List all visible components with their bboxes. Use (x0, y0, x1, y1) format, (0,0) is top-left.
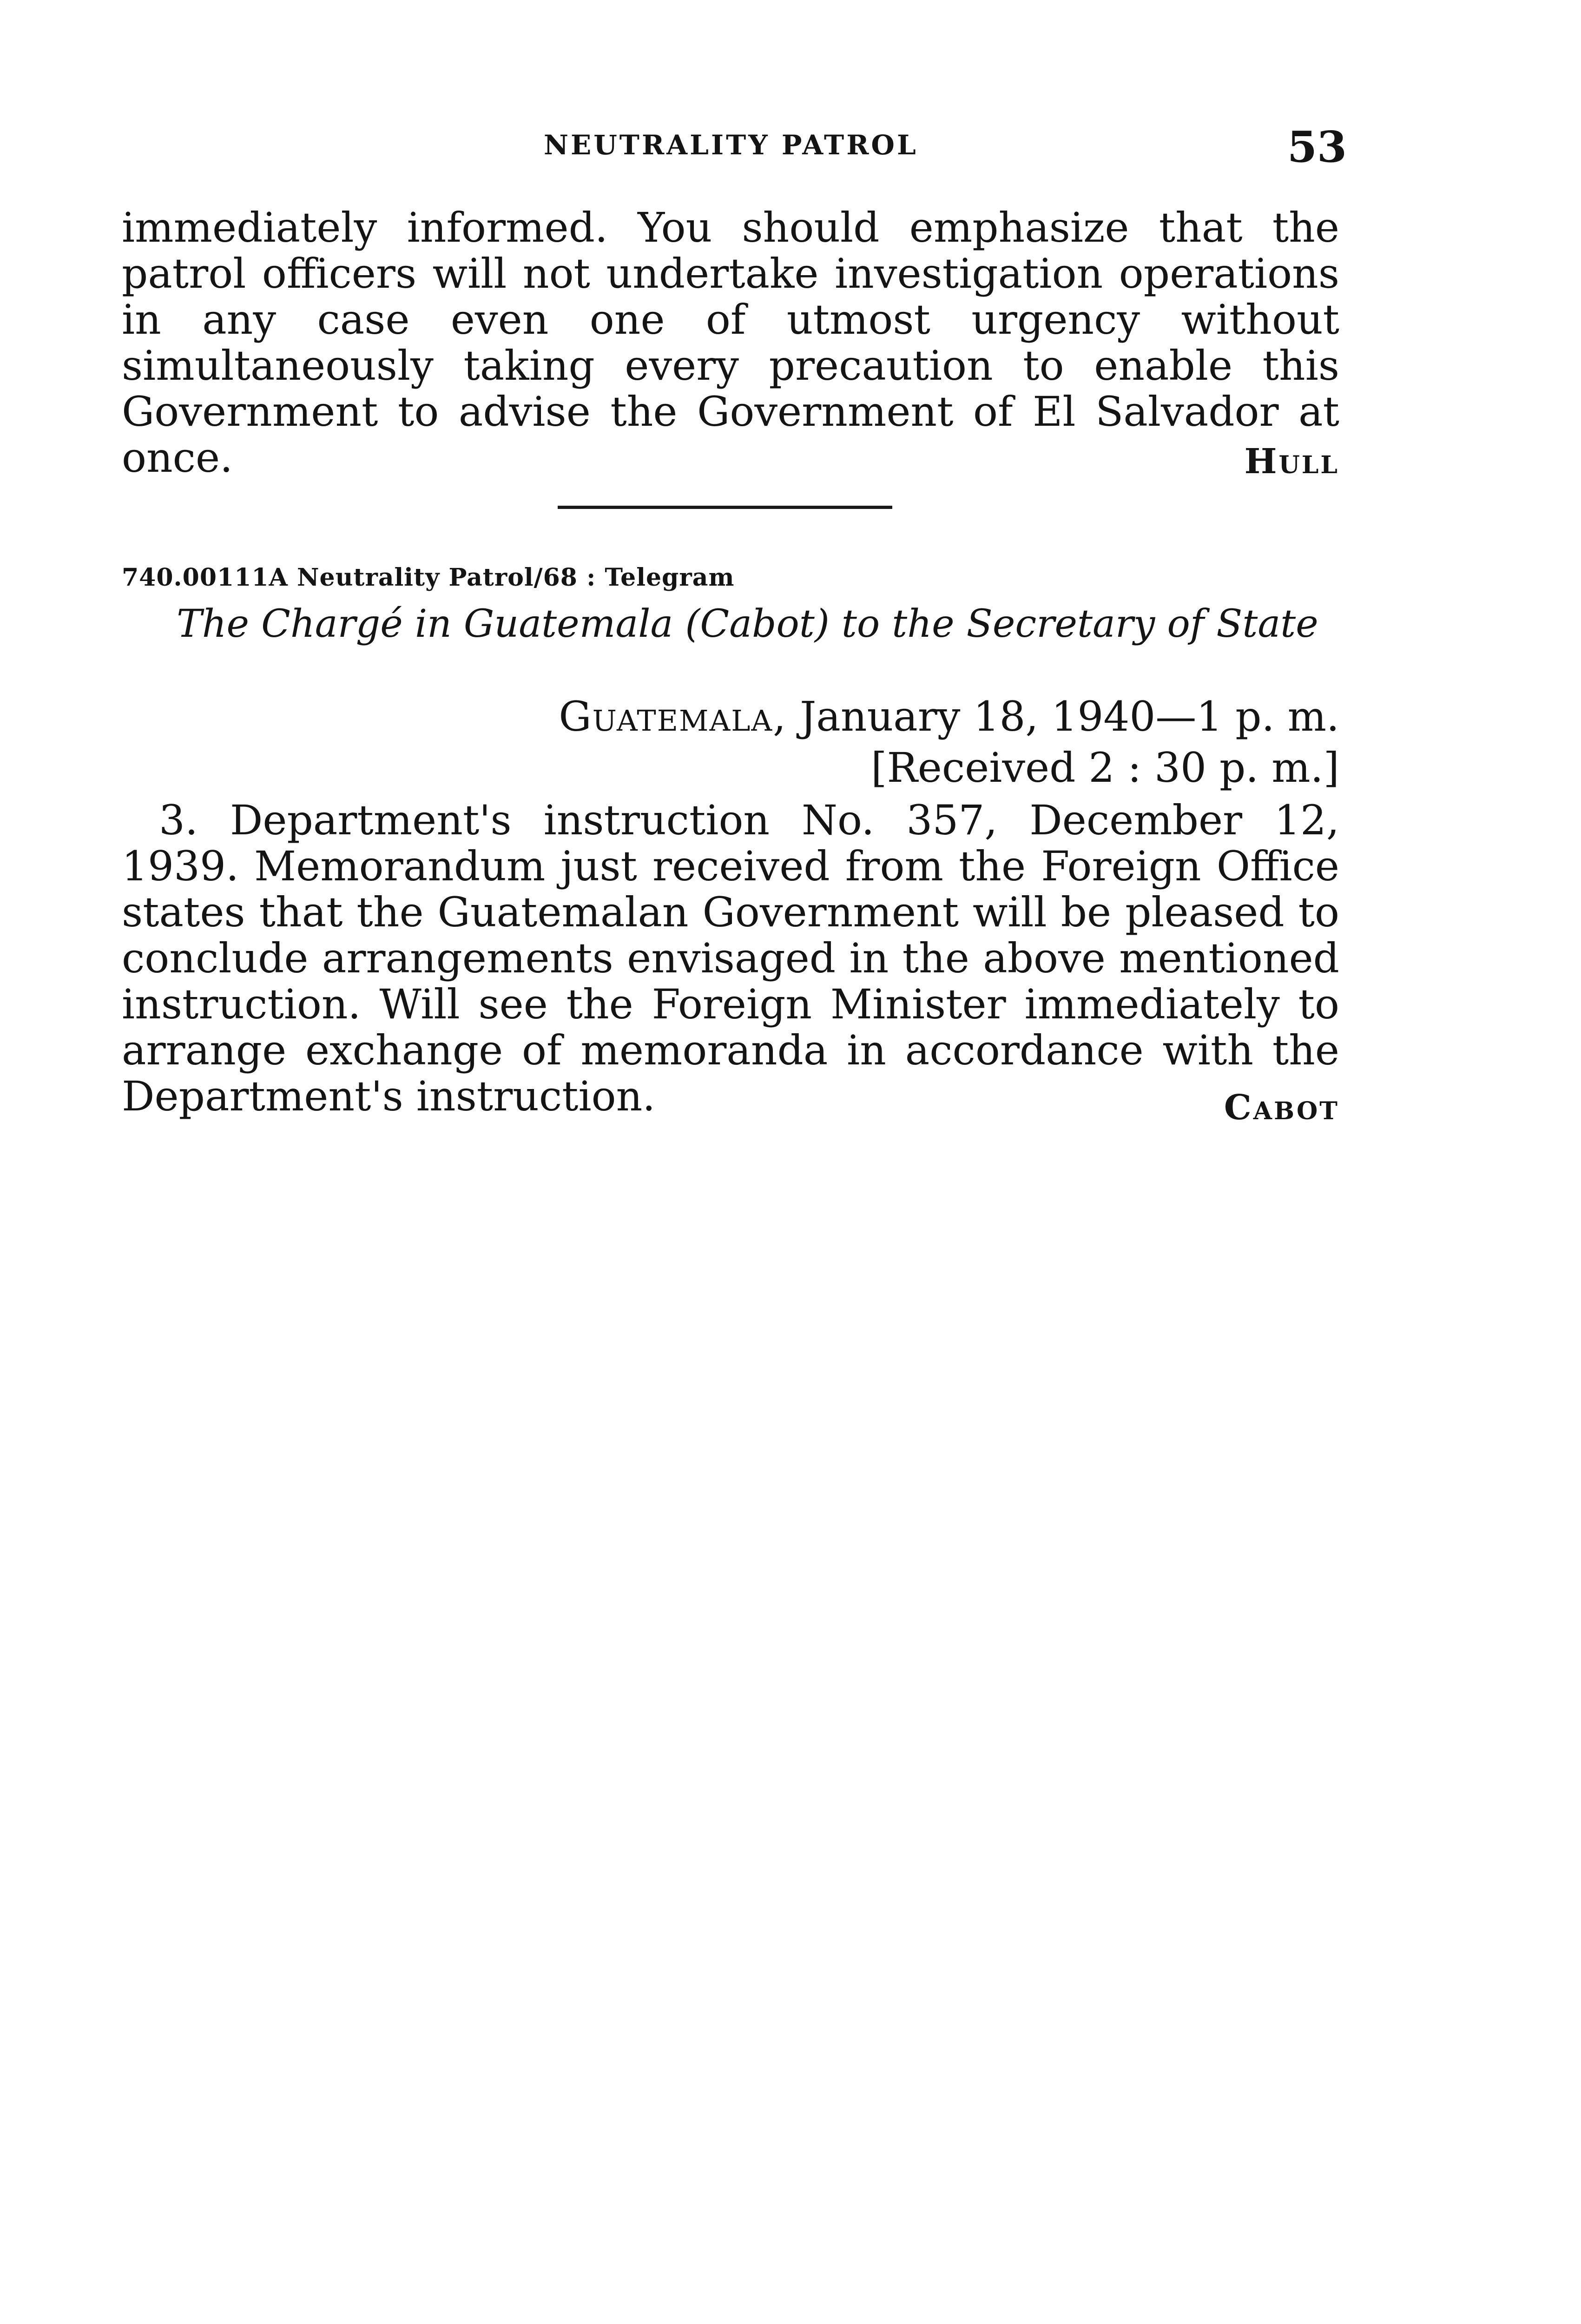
received-time: [Received 2 : 30 p. m.] (871, 744, 1339, 792)
paragraph-continuation: immediately informed. You should emphasize that the patrol officers will not undertake investigation operations in any case even one of utmost urgency without simultaneously taking every precaution to enable this Government to advise the Government of El Salvador at once. (122, 204, 1339, 482)
file-reference: 740.00111A Neutrality Patrol/68 : Telegram (122, 563, 735, 592)
dateline-place: Guatemala, (559, 693, 787, 740)
signature-cabot: Cabot (1224, 1088, 1339, 1128)
telegram-body: 3. Department's instruction No. 357, December 12, 1939. Memorandum just received from the Foreign Office states that the Guatemalan Government will be pleased to conclude arrangements envisaged in the above mentioned instruction. Will see the Foreign Minister immediately to arrange exchange of memoranda in accordance with the Department's instruction. (122, 796, 1339, 1120)
running-head: NEUTRALITY PATROL (544, 129, 918, 161)
signature-hull: Hull (1244, 442, 1339, 482)
dateline (559, 693, 1339, 740)
document-heading: The Chargé in Guatemala (Cabot) to the Secretary of State (177, 602, 1318, 646)
section-divider (558, 506, 892, 509)
page-number: 53 (1287, 122, 1347, 172)
dateline-date: January 18, 1940—1 p. m. (787, 693, 1339, 740)
